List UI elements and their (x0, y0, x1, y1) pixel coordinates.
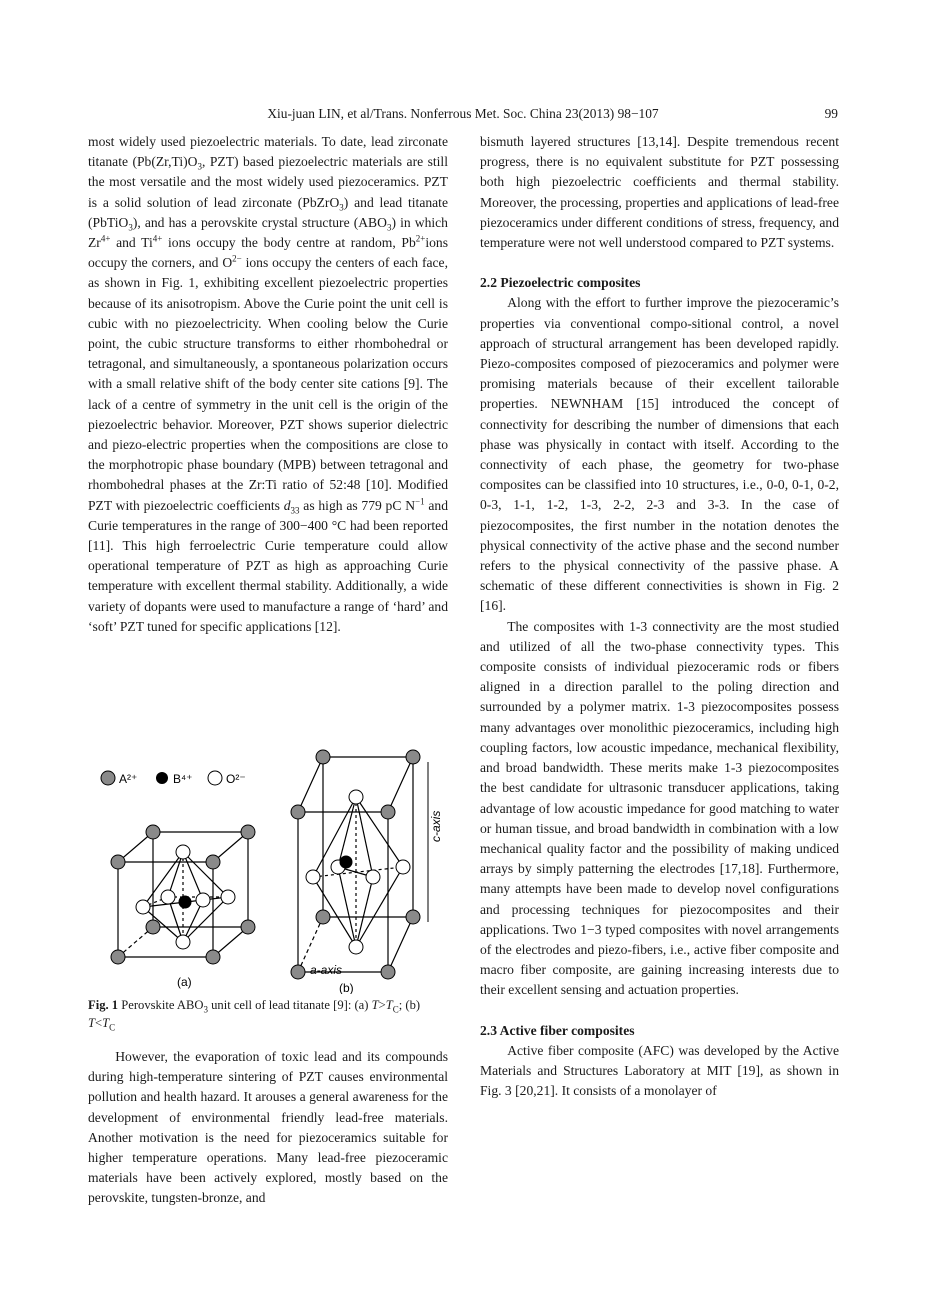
paragraph: Along with the effort to further improve the piezoceramic’s properties via conventional compo-sitional control, a novel approach of structural arrangement has been developed rapidly. Piezo-composites composed of piezoceramics and polymer were promising materials because of their excellent tailorable properties. NEWNHAM [15] introduced the concept of connectivity for describing the number of dimensions that each phase was physically in contact with itself. According to the connectivity of each phase, the geometry for two-phase composites can be classified into 10 structures, i.e., 0-0, 0-1, 0-2, 0-3, 1-1, 1-2, 1-3, 2-2, 2-3 and 3-3. In the case of piezocomposites, the first number in the notation denotes the physical connectivity of the active phase and the second number refers to the physical connectivity of the passive phase. A schematic of these different connectivities is shown in Fig. 2 [16]. (480, 295, 839, 614)
legend-b-label: B⁴⁺ (173, 772, 193, 786)
a-axis-label: a-axis (310, 963, 343, 977)
paragraph: The composites with 1-3 connectivity are the most studied and utilized of all the two-phase connectivity types. This composite consists of individual piezoceramic rods or fibers aligned in a direction parallel to the poling direction and surrounded by a polymer matrix. 1-3 piezocomposites possess many advantages over monolithic piezoceramics, including high coupling factors, low acoustic impedance, mechanical flexibility, and broad bandwidth. These merits make 1-3 piezocomposites the best candidate for ultrasonic transducer applications, taking advantage of low acoustic impedance for good matching to water or human tissue, and broad bandwidth in combination with a low mechanical quality factor and the possibility of making undiced arrays by simply patterning the electrodes [17,18]. Furthermore, many attempts have been made to develop novel configurations and processing techniques for piezocomposites and their applications. Two 1−3 typed composites with novel arrangements of the electrodes and piezo-fibers, i.e., active fiber composite and macro fiber composite, are gaining increasing interests due to their excellent sensing and actuation properties. (480, 618, 839, 998)
label-b: (b) (339, 981, 354, 994)
section-heading-2-2: 2.2 Piezoelectric composites (480, 275, 641, 291)
legend-o-label: O²⁻ (226, 772, 246, 786)
legend-a-ion-icon (101, 771, 115, 785)
paragraph: bismuth layered structures [13,14]. Despite tremendous recent progress, there is no equivalent substitute for PZT possessing both high piezoelectric coefficients and thermal stability. Moreover, the processing, properties and applications of lead-free piezoceramics under different conditions of stress, frequency, and temperature were not well understood compared to PZT systems. (480, 134, 839, 251)
legend-o-ion-icon (208, 771, 222, 785)
page-number: 99 (824, 106, 838, 121)
paragraph: most widely used piezoelectric materials. To date, lead zirconate titanate ($Pb(Zr,Ti)O_3$, PZT) based piezoelectric materials are still the most versatile and the most widely used piezoceramics. PZT is a solid solution of lead zirconate (PbZrO$_3$) and lead titanate (PbTiO$_3$), and has a perovskite crystal structure $(ABO_3)$ in which $Zr^{4+}$ and $Ti^{4+}$ ions occupy the body centre at random, $Pb^{2+}ions$ occupy the corners, and $O^{2-}$ ions occupy the centers of each face, as shown in Fig. 1, exhibiting excellent piezoelectric properties because of its anisotropism. Above the Curie point the unit cell is cubic with no piezoelectricity. When cooling below the Curie point, the cubic structure transforms to either rhombohedral or tetragonal, and simultaneously, a spontaneous polarization occurs with a small relative shift of the body center site cations [9]. The lack of a centre of symmetry in the unit cell is the origin of the piezoelectric behavior. Moreover, PZT shows superior dielectric and piezo-electric properties when the compositions are close to the morphotropic phase boundary (MPB) between tetragonal and rhombohedral phases at the Zr:Ti ratio of 52:48 [10]. Modified PZT with piezoelectric coefficients $d_{33}$ as high as 779 pC $N^{-1}$ and Curie temperatures in the range of 300−400 °C had been reported [11]. This high ferroelectric Curie temperature could allow operational temperature of PZT as high as approaching Curie temperature with excellent thermal stability. Additionally, a wide variety of dopants were used to manufacture a range of ‘hard’ and ‘soft’ PZT tuned for specific applications [12]. (88, 134, 448, 634)
right-column (480, 132, 839, 1101)
legend-b-ion-icon (156, 772, 168, 784)
running-header (88, 106, 838, 126)
left-column (88, 132, 448, 637)
figure-1-caption: Fig. 1 Perovskite $ABO_3$ unit cell of lead titanate [9]: (a) $T>T_C$; (b) $T<T_C$ (88, 998, 421, 1033)
c-axis-label: c-axis (429, 810, 443, 842)
figure-1-perovskite-unit-cell (98, 742, 448, 994)
journal-citation: Xiu-juan LIN, et al/Trans. Nonferrous Met. Soc. China 23(2013) 98−107 (267, 106, 659, 121)
legend-a-label: A²⁺ (119, 772, 138, 786)
label-a: (a) (177, 975, 192, 989)
section-heading-2-3: 2.3 Active fiber composites (480, 1022, 635, 1038)
left-column-continued (88, 1047, 448, 1209)
paragraph: However, the evaporation of toxic lead and its compounds during high-temperature sintering of PZT causes environmental pollution and health hazard. It arouses a general awareness for the development of environmental friendly lead-free materials. Another motivation is the need for piezoceramics suitable for higher temperature operations. Many lead-free piezoceramic materials have been actively explored, mostly based on the perovskite, tungsten-bronze, and (88, 1049, 448, 1206)
paragraph: Active fiber composite (AFC) was developed by the Active Materials and Structures Laboratory at MIT [19], as shown in Fig. 3 [20,21]. It consists of a monolayer of (480, 1042, 839, 1099)
